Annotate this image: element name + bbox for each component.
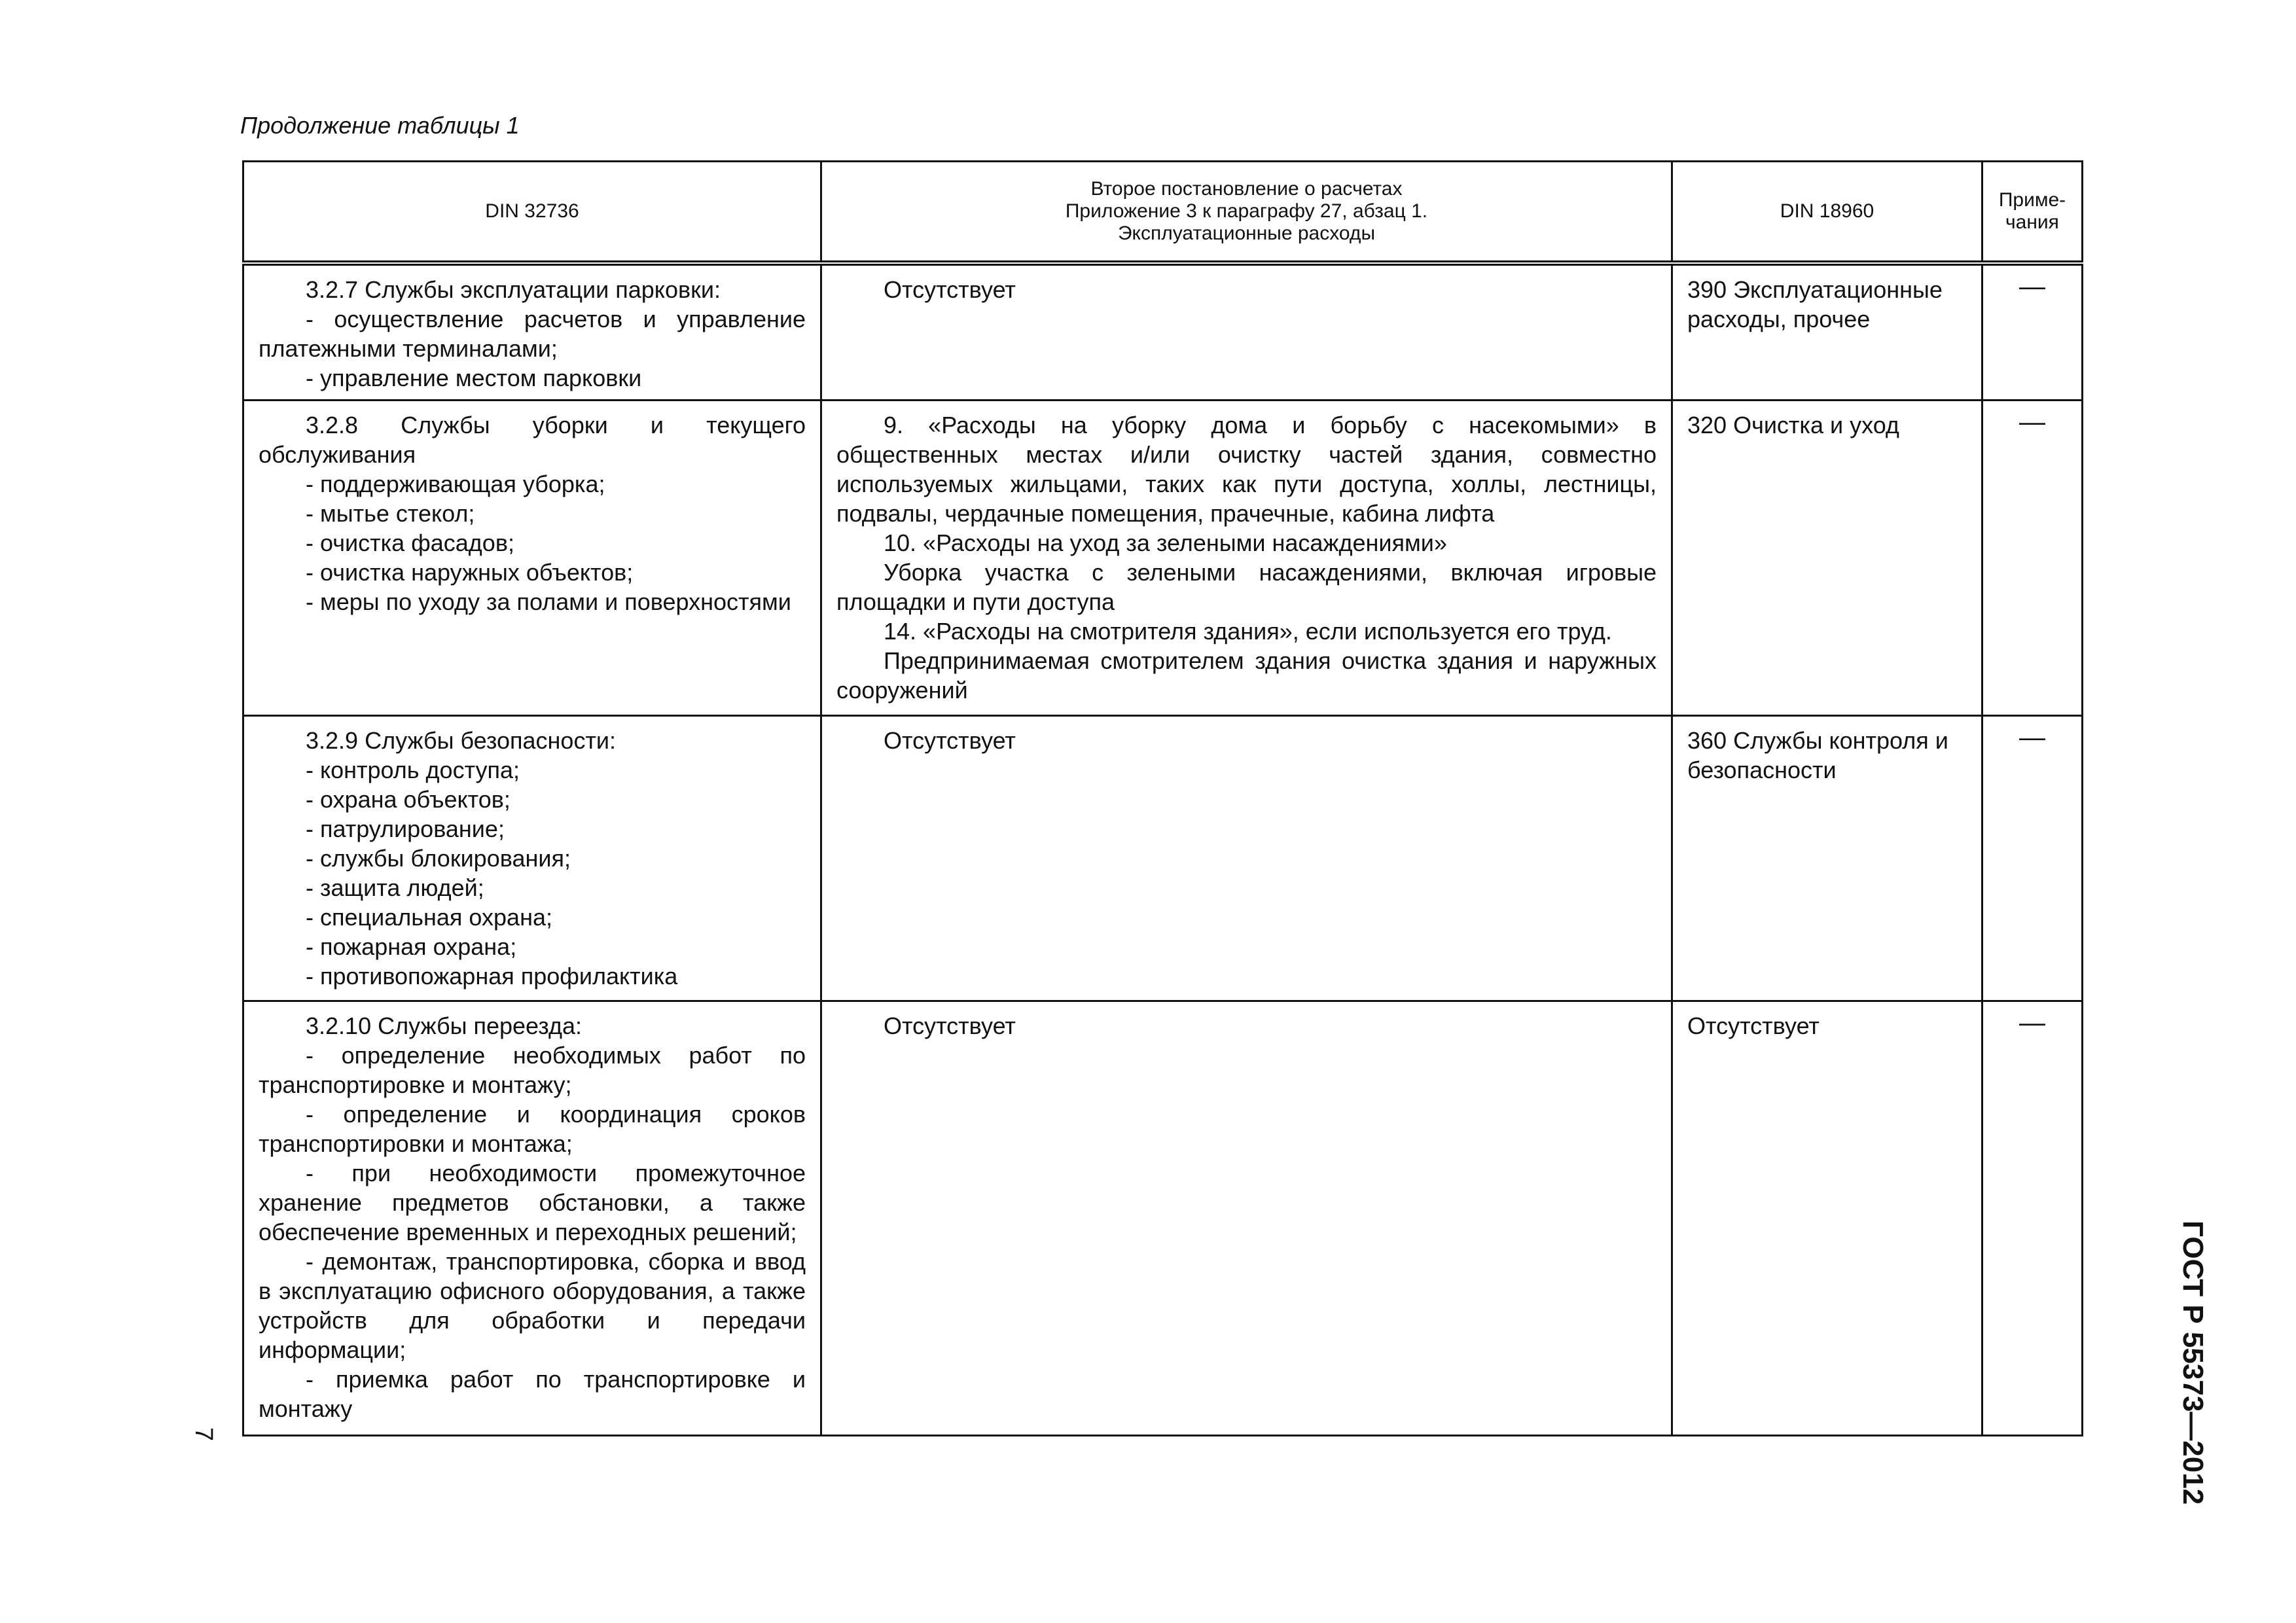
header-din-18960: DIN 18960 [1672, 162, 1982, 264]
row-din-32736-cell [243, 401, 821, 716]
regulation-paragraph: Отсутствует [884, 1012, 1016, 1039]
header-notes [1982, 162, 2083, 264]
service-item: - демонтаж, транспортировка, сборка и ввод в эксплуатацию офисного оборудования, а также устройств для обработки и передачи информации; [259, 1248, 806, 1363]
comparison-table [242, 160, 2083, 1436]
header-line: Второе постановление о расчетах [1090, 178, 1403, 200]
row-notes-cell [1982, 716, 2083, 1001]
service-item: - службы блокирования; [306, 845, 571, 872]
service-item: - приемка работ по транспортировке и монтажу [259, 1366, 806, 1422]
table-row [243, 263, 2083, 401]
service-title: 3.2.9 Службы безопасности: [306, 727, 617, 754]
row-notes-cell [1982, 263, 2083, 401]
service-item: - мытье стекол; [306, 500, 475, 527]
service-item: - защита людей; [306, 874, 484, 901]
service-item: - осуществление расчетов и управление платежными терминалами; [259, 306, 806, 362]
header-din-32736: DIN 32736 [243, 162, 821, 264]
notes-dash: — [2019, 1008, 2045, 1037]
service-item: - меры по уходу за полами и поверхностями [306, 588, 791, 615]
din-18960-text: 320 Очистка и уход [1687, 412, 1899, 438]
notes-dash: — [2019, 408, 2045, 437]
document-code: ГОСТ Р 55373—2012 [2177, 1221, 2209, 1505]
service-item: - противопожарная профилактика [306, 963, 678, 990]
service-item: - при необходимости промежуточное хранение предметов обстановки, а также обеспечение временных и переходных решений; [259, 1160, 806, 1245]
service-item: - пожарная охрана; [306, 933, 517, 960]
header-line: Эксплуатационные расходы [1117, 223, 1376, 244]
row-din-18960-cell [1672, 401, 1982, 716]
table-row [243, 716, 2083, 1001]
row-notes-cell [1982, 1001, 2083, 1436]
row-regulation-cell [821, 716, 1672, 1001]
header-line: чания [2005, 211, 2059, 233]
service-item: - специальная охрана; [306, 904, 552, 931]
row-din-18960-cell [1672, 1001, 1982, 1436]
row-notes-cell [1982, 401, 2083, 716]
din-18960-text: 390 Эксплуатационные расходы, прочее [1687, 276, 1943, 332]
row-din-32736-cell [243, 716, 821, 1001]
row-din-32736-cell [243, 1001, 821, 1436]
row-regulation-cell [821, 1001, 1672, 1436]
regulation-paragraph: 10. «Расходы на уход за зелеными насаждениями» [884, 529, 1447, 556]
service-item: - охрана объектов; [306, 786, 511, 813]
service-title: 3.2.10 Службы переезда: [306, 1012, 583, 1039]
din-18960-text: Отсутствует [1687, 1012, 1820, 1039]
table-row [243, 1001, 2083, 1436]
header-line: Приложение 3 к параграфу 27, абзац 1. [1065, 200, 1428, 222]
row-din-18960-cell [1672, 263, 1982, 401]
service-title: 3.2.7 Службы эксплуатации парковки: [306, 276, 721, 303]
row-regulation-cell [821, 263, 1672, 401]
notes-dash: — [2019, 723, 2045, 752]
table-continuation-caption: Продолжение таблицы 1 [240, 112, 520, 139]
regulation-paragraph: 9. «Расходы на уборку дома и борьбу с насекомыми» в общественных местах и/или очистку частей здания, совместно используемых жильцами, таких как пути доступа, холлы, лестницы, подвалы, чердачные помещения, прачечные, кабина лифта [836, 412, 1657, 527]
page-number: 7 [190, 1427, 218, 1442]
service-item: - патрулирование; [306, 815, 505, 842]
service-item: - очистка наружных объектов; [306, 559, 634, 586]
regulation-paragraph: Отсутствует [884, 276, 1016, 303]
din-18960-text: 360 Службы контроля и безопасности [1687, 727, 1948, 783]
row-regulation-cell [821, 401, 1672, 716]
service-item: - определение необходимых работ по транспортировке и монтажу; [259, 1042, 806, 1098]
header-second-regulation [821, 162, 1672, 264]
header-line: Приме- [1998, 189, 2066, 211]
table-row [243, 401, 2083, 716]
service-title: 3.2.8 Службы уборки и текущего обслуживания [259, 412, 806, 468]
regulation-paragraph: Отсутствует [884, 727, 1016, 754]
service-item: - управление местом парковки [306, 365, 642, 391]
row-din-32736-cell [243, 263, 821, 401]
service-item: - поддерживающая уборка; [306, 471, 605, 497]
service-item: - контроль доступа; [306, 757, 520, 783]
service-item: - очистка фасадов; [306, 529, 514, 556]
regulation-paragraph: Предпринимаемая смотрителем здания очистка здания и наружных сооружений [836, 647, 1657, 704]
table-header-row [243, 162, 2083, 264]
notes-dash: — [2019, 272, 2045, 301]
service-item: - определение и координация сроков транспортировки и монтажа; [259, 1101, 806, 1157]
row-din-18960-cell [1672, 716, 1982, 1001]
regulation-paragraph: Уборка участка с зелеными насаждениями, включая игровые площадки и пути доступа [836, 559, 1657, 615]
regulation-paragraph: 14. «Расходы на смотрителя здания», если используется его труд. [884, 618, 1612, 645]
